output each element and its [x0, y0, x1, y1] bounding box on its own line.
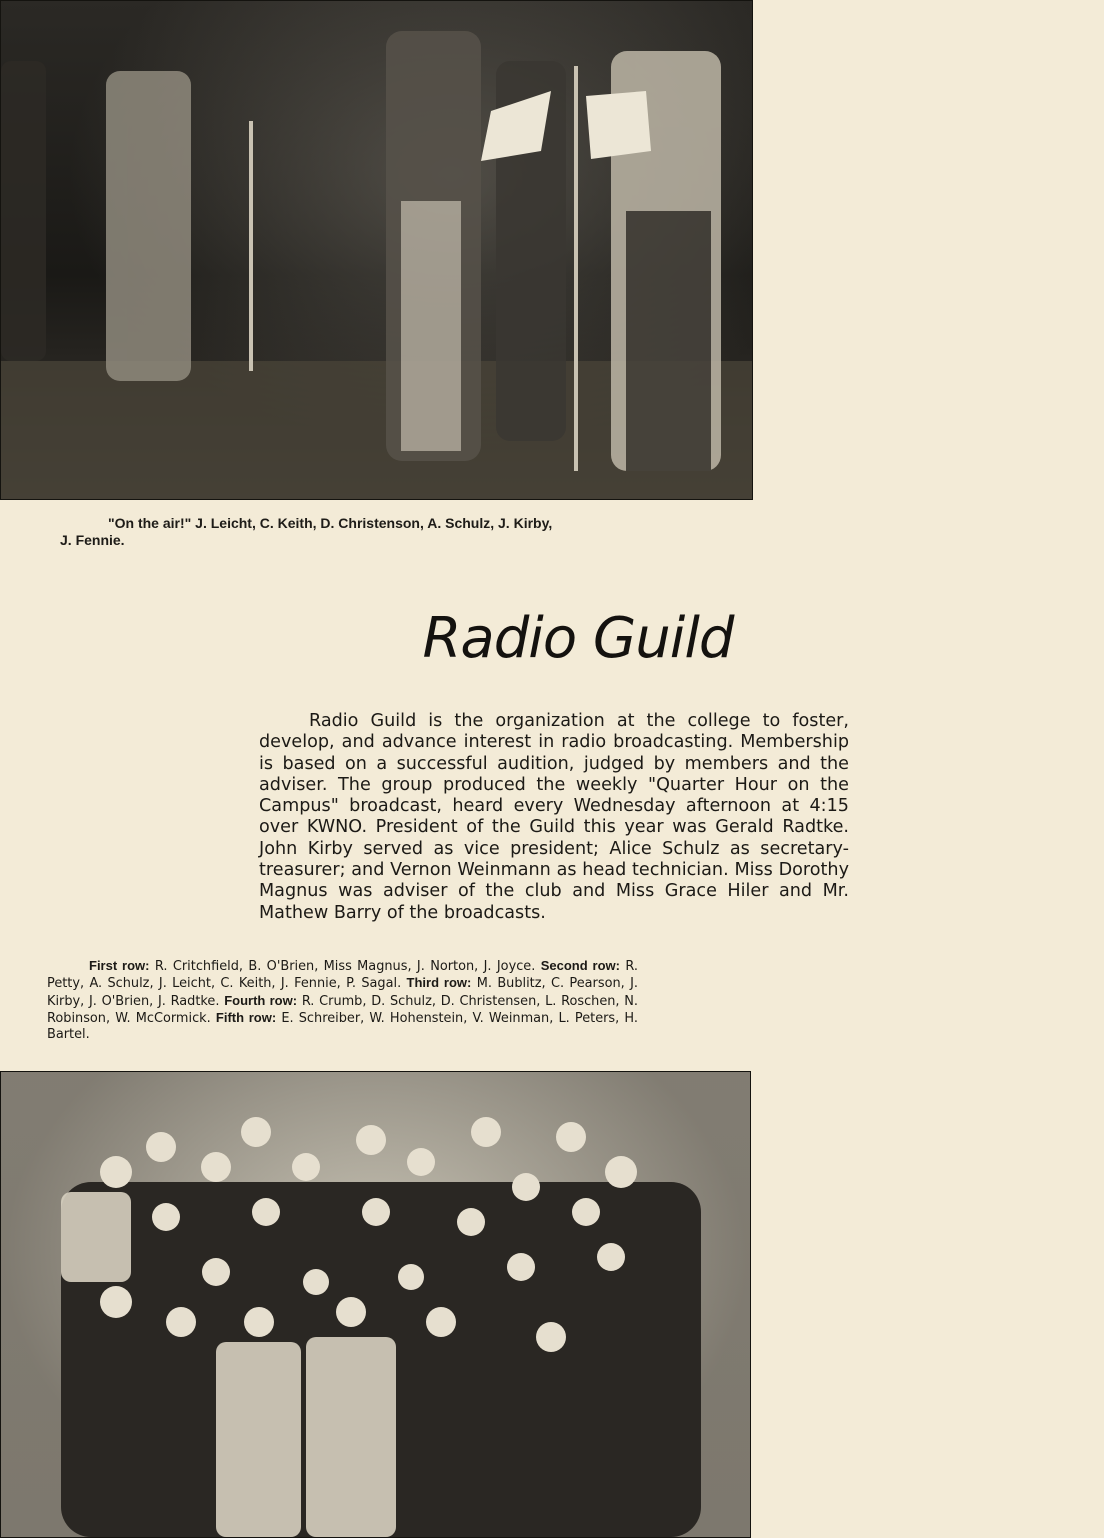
roster-names-row-4: R. Crumb, D. Schulz, D. Christensen, L. Roschen, N. Robinson, W. McCormick.	[47, 993, 639, 1026]
roster-label-row-3: Third row:	[406, 975, 472, 991]
roster-names-row-3: M. Bublitz, C. Pearson, J. Kirby, J. O'Brien, J. Radtke.	[47, 976, 638, 1009]
page-title: Radio Guild	[422, 606, 734, 671]
broadcast-photo-caption	[60, 515, 670, 549]
caption-line-2: J. Fennie.	[60, 532, 125, 548]
broadcast-photo	[0, 0, 753, 500]
member-roster	[47, 958, 638, 1043]
roster-label-row-2: Second row:	[540, 958, 620, 973]
roster-names-row-2: R. Petty, A. Schulz, J. Leicht, C. Keith, J. Fennie, P. Sagal.	[47, 959, 638, 992]
article-body: Radio Guild is the organization at the college to foster, develop, and advance interest in radio broadcasting. Membership is based on a successful audition, judged by members and the adviser. The group produced the weekly "Quarter Hour on the Campus" broadcast, heard every Wednesday afternoon at 4:15 over KWNO. President of the Guild this year was Gerald Radtke. John Kirby served as vice president; Alice Schulz as secretary-treasurer; and Vernon Weinmann as head technician. Miss Dorothy Magnus was adviser of the club and Miss Grace Hiler and Mr. Mathew Barry of the broadcasts.	[259, 711, 849, 923]
roster-names-row-1: R. Critchfield, B. O'Brien, Miss Magnus, J. Norton, J. Joyce.	[154, 959, 536, 974]
roster-label-row-5: Fifth row:	[215, 1009, 277, 1025]
group-portrait-scene	[1, 1072, 750, 1537]
group-portrait-photo	[0, 1071, 751, 1538]
broadcast-photo-scene	[1, 1, 752, 499]
roster-label-row-1: First row:	[89, 958, 150, 973]
roster-label-row-4: Fourth row:	[224, 992, 298, 1008]
roster-names-row-5: E. Schreiber, W. Hohenstein, V. Weinman, L. Peters, H. Bartel.	[47, 1010, 638, 1043]
caption-line-1: "On the air!" J. Leicht, C. Keith, D. Christenson, A. Schulz, J. Kirby,	[108, 515, 553, 531]
